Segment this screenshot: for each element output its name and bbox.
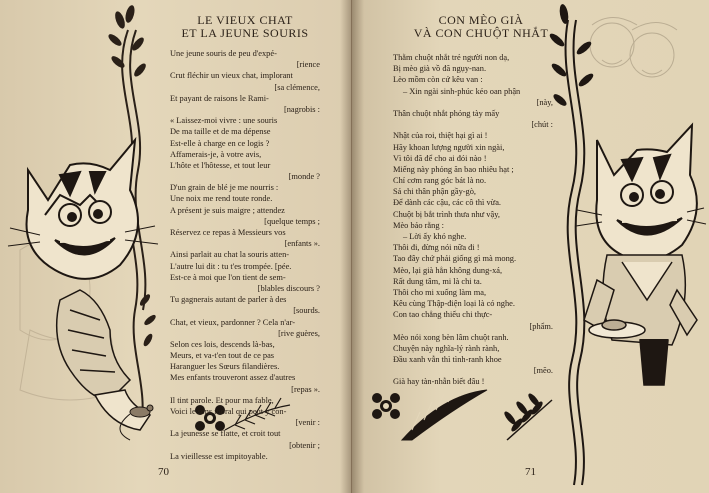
poem-line: Réservez ce repas à Messieurs vos <box>170 228 286 237</box>
poem-line: [phẩm. <box>529 321 553 331</box>
right-glass <box>640 340 668 385</box>
right-cat <box>576 125 706 261</box>
poem-line: Mèo, lại già hẳn không dung-xá, <box>393 265 503 275</box>
poem-line: Affamerais-je, à votre avis, <box>170 149 262 159</box>
left-poem-text <box>170 48 320 462</box>
poem-line: Une jeune souris de peu d'expé- <box>170 49 277 58</box>
poem-line: Mèo nói xong bèn lâm chuột ranh. <box>393 332 509 342</box>
poem-line: Thôi đi, đừng nói nữa đi ! <box>393 243 480 253</box>
poem-line: Chat, et vieux, pardonner ? Cela n'ar- <box>170 317 296 327</box>
poem-line: La jeunesse se flatte, et croit tout <box>170 429 281 439</box>
poem-line: [mẽo. <box>533 366 553 376</box>
poem-line: Tao đây chứ phải giống gì mà mong. <box>393 254 517 264</box>
poem-line: Đầu xanh vẫn thì tình-ranh khoe <box>393 355 502 365</box>
poem-line: Voici le sens moral qui peut y con- <box>170 407 287 416</box>
right-leaf-sprig <box>503 392 552 440</box>
poem-line: Tu gagnerais autant de parler à des <box>170 295 287 305</box>
right-poem-text <box>393 52 553 388</box>
poem-line: [nagrobis : <box>283 104 320 114</box>
poem-line: A présent je suis maigre ; attendez <box>170 205 285 215</box>
poem-line: [rive guères, <box>278 328 320 338</box>
poem-line: Miếng này phỏng ăn bao nhiêu hạt ; <box>393 164 514 174</box>
poem-line: Con tao chẳng thiếu chi thực- <box>393 310 493 320</box>
right-title-line2: VÀ CON CHUỘT NHẮT <box>413 26 549 40</box>
right-title-line1: CON MÈO GIÀ <box>438 13 524 27</box>
poem-line: Thôi cho mi xuống làm ma, <box>393 287 487 297</box>
poem-line: L'autre lui dit : tu t'es trompée. [pée. <box>170 261 292 271</box>
poem-line: Une noix me rend toute ronde. <box>170 194 273 204</box>
poem-line: Thằm chuột nhắt trẻ người non dạ, <box>393 53 510 62</box>
poem-line: [rience <box>296 60 320 70</box>
poem-line: Est-ce à moi que l'on tient de sem- <box>170 272 286 282</box>
right-feather-ornament <box>402 386 487 440</box>
poem-line: Vì tôi đã để cho ai đói nào ! <box>393 153 487 163</box>
poem-line: La vieillesse est impitoyable. <box>170 451 268 461</box>
poem-line: Selon ces lois, descends là-bas, <box>170 339 275 349</box>
poem-line: – Xin ngài sinh-phúc kẻo oan phận <box>403 86 521 96</box>
poem-line: [sa clémence, <box>274 82 320 92</box>
poem-line: [monde ? <box>288 172 320 182</box>
poem-line: Sá chi thân phận gầy-gò, <box>393 187 477 197</box>
poem-line: [này, <box>536 97 553 107</box>
poem-line: D'un grain de blé je me nourris : <box>170 183 279 193</box>
left-page-title <box>170 14 320 40</box>
poem-line: Chuyện này nghĩa-lý rành rành, <box>393 343 500 353</box>
poem-line: [repas ». <box>291 384 320 394</box>
poem-line: Et payant de raisons le Rami- <box>170 93 269 103</box>
poem-line: [chút : <box>531 120 553 130</box>
poem-line: « Laissez-moi vivre : une souris <box>170 116 278 126</box>
poem-line: Chuột bị bắt trình thưa như vậy, <box>393 209 500 219</box>
poem-line: Meurs, et va-t'en tout de ce pas <box>170 351 275 361</box>
poem-line: [enfants ». <box>284 239 320 249</box>
poem-line: Bị mèo già vồ đã ngụy-nan. <box>393 64 487 74</box>
right-faint-figures <box>590 18 677 78</box>
right-page-title <box>396 14 566 40</box>
left-page-number: 70 <box>158 466 169 478</box>
poem-line: De ma taille et de ma dépense <box>170 127 271 137</box>
left-title-line2: ET LA JEUNE SOURIS <box>181 26 309 40</box>
poem-line: Thân chuột nhắt phỏng tày mấy <box>393 108 500 118</box>
poem-line: Nhật của roi, thiệt hại gì ai ! <box>393 131 488 141</box>
poem-line: [sourds. <box>293 306 320 316</box>
poem-line: Mes enfants trouveront assez d'autres <box>170 373 296 383</box>
poem-line: – Lời ấy khó nghe. <box>403 232 467 241</box>
poem-line: [quelque temps ; <box>264 216 320 226</box>
right-vine <box>566 20 585 485</box>
poem-line: Để dành các cậu, các cô thì vừa. <box>393 198 502 208</box>
poem-line: Già hay tàn-nhẫn biết đâu ! <box>393 377 485 387</box>
poem-line: Kêu cùng Thập-điện loại là có nghe. <box>393 299 515 309</box>
poem-line: Mèo bảo rằng : <box>393 220 444 230</box>
poem-line: Chỉ cơm rang góc bát là no. <box>393 176 487 186</box>
right-page-number: 71 <box>525 466 536 478</box>
right-flower-ornament <box>372 393 400 419</box>
poem-line: [blables discours ? <box>257 283 320 293</box>
poem-line: L'hôte et l'hôtesse, et tout leur <box>170 160 271 170</box>
poem-line: [obtenir ; <box>289 440 320 450</box>
poem-line: Haranguer les Sœurs filandières. <box>170 362 280 372</box>
poem-line: Il tint parole. Et pour ma fable, <box>170 395 274 405</box>
left-title-line1: LE VIEUX CHAT <box>197 13 293 27</box>
poem-line: Ainsi parlait au chat la souris atten- <box>170 250 290 260</box>
poem-line: Hãy khoan lượng người xin ngài, <box>393 142 505 152</box>
poem-line: Lèo mồm còn cứ kêu van : <box>393 75 483 85</box>
poem-line: Crut fléchir un vieux chat, implorant <box>170 71 293 81</box>
poem-line: Est-elle à charge en ce logis ? <box>170 138 270 148</box>
poem-line: Rất dung tâm, mi là chi ta. <box>393 276 482 286</box>
poem-line: [venir : <box>295 418 320 428</box>
